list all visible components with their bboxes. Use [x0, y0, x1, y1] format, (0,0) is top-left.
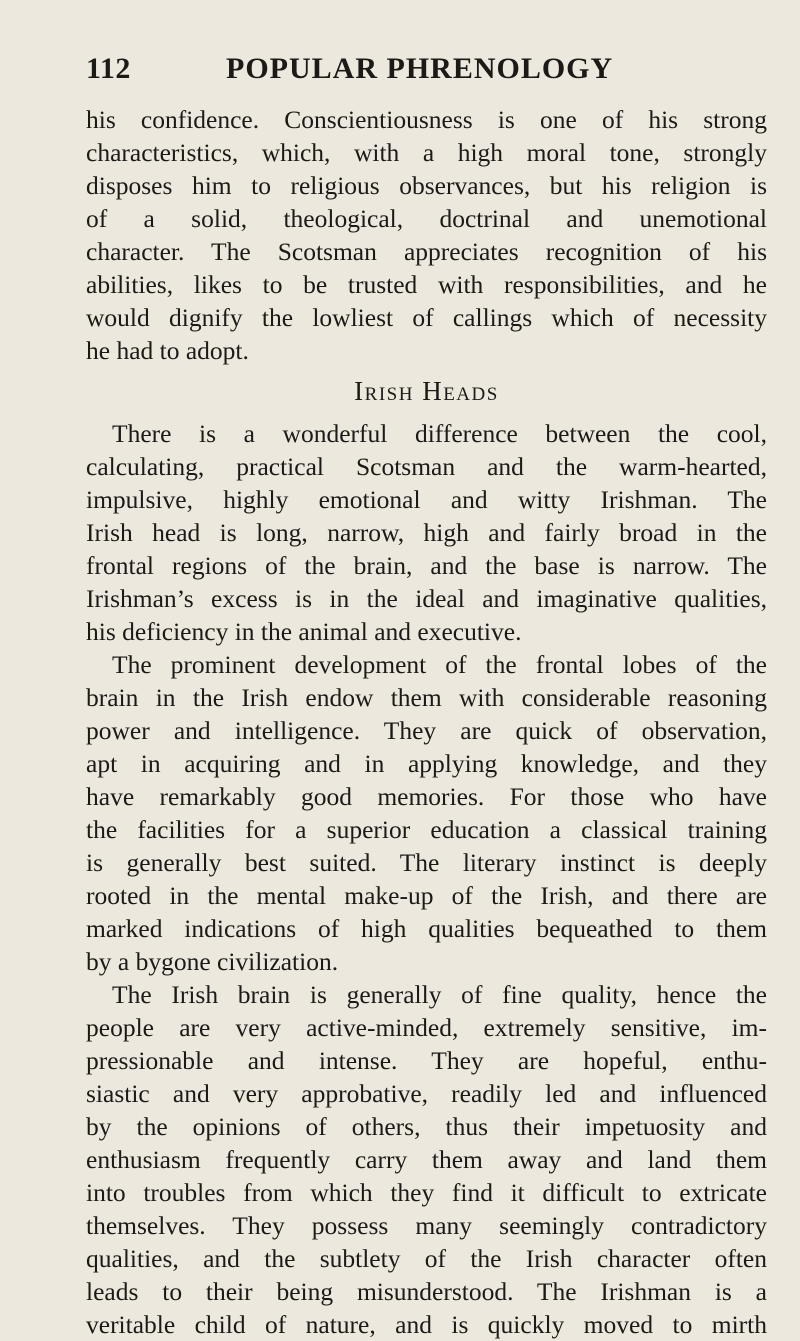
text-line: rooted in the mental make-up of the Irish, and there are — [86, 881, 767, 910]
paragraph-scotsman-continued — [86, 103, 767, 367]
text-line: into troubles from which they find it difficult to extricate — [86, 1178, 767, 1207]
text-line: veritable child of nature, and is quickly moved to mirth — [86, 1310, 767, 1339]
text-line: by the opinions of others, thus their impetuosity and — [86, 1112, 767, 1141]
text-line: his confidence. Conscientiousness is one of his strong — [86, 105, 767, 134]
text-line: abilities, likes to be trusted with responsibilities, and he — [86, 270, 767, 299]
text-line: disposes him to religious observances, but his religion is — [86, 171, 767, 200]
text-line: pressionable and intense. They are hopeful, enthu- — [86, 1046, 767, 1075]
text-line: apt in acquiring and in applying knowledge, and they — [86, 749, 767, 778]
text-line: impulsive, highly emotional and witty Irishman. The — [86, 485, 767, 514]
text-line: siastic and very approbative, readily led and influenced — [86, 1079, 767, 1108]
text-line: qualities, and the subtlety of the Irish character often — [86, 1244, 767, 1273]
text-line: Irish head is long, narrow, high and fairly broad in the — [86, 518, 767, 547]
text-line: calculating, practical Scotsman and the warm-hearted, — [86, 452, 767, 481]
text-line: of a solid, theological, doctrinal and unemotional — [86, 204, 767, 233]
text-line: have remarkably good memories. For those who have — [86, 782, 767, 811]
text-line: The prominent development of the frontal lobes of the — [112, 650, 767, 679]
text-line: frontal regions of the brain, and the base is narrow. The — [86, 551, 767, 580]
text-line: character. The Scotsman appreciates recognition of his — [86, 237, 767, 266]
text-line: The Irish brain is generally of fine quality, hence the — [112, 980, 767, 1009]
text-line: characteristics, which, with a high moral tone, strongly — [86, 138, 767, 167]
text-line: leads to their being misunderstood. The Irishman is a — [86, 1277, 767, 1306]
paragraph-irish-brain — [86, 978, 767, 1341]
running-head — [86, 52, 776, 92]
paragraph-irish-intro — [86, 417, 767, 648]
text-line: brain in the Irish endow them with considerable reasoning — [86, 683, 767, 712]
text-line: people are very active-minded, extremely sensitive, im- — [86, 1013, 767, 1042]
body-text — [86, 103, 767, 1341]
text-line: the facilities for a superior education a classical training — [86, 815, 767, 844]
text-line: enthusiasm frequently carry them away and land them — [86, 1145, 767, 1174]
text-line: There is a wonderful difference between the cool, — [112, 419, 767, 448]
text-line: would dignify the lowliest of callings which of necessity — [86, 303, 767, 332]
text-line: power and intelligence. They are quick of observation, — [86, 716, 767, 745]
book-title: POPULAR PHRENOLOGY — [226, 52, 614, 85]
section-heading: Irish Heads — [354, 376, 499, 406]
text-line: themselves. They possess many seemingly contradictory — [86, 1211, 767, 1240]
text-line: by a bygone civilization. — [86, 947, 339, 976]
page-number: 112 — [86, 52, 131, 85]
paragraph-frontal-lobes — [86, 648, 767, 978]
text-line: he had to adopt. — [86, 336, 249, 365]
text-line: marked indications of high qualities bequeathed to them — [86, 914, 767, 943]
text-line: Irishman’s excess is in the ideal and imaginative qualities, — [86, 584, 767, 613]
text-line: is generally best suited. The literary instinct is deeply — [86, 848, 767, 877]
text-line: his deficiency in the animal and executive. — [86, 617, 522, 646]
